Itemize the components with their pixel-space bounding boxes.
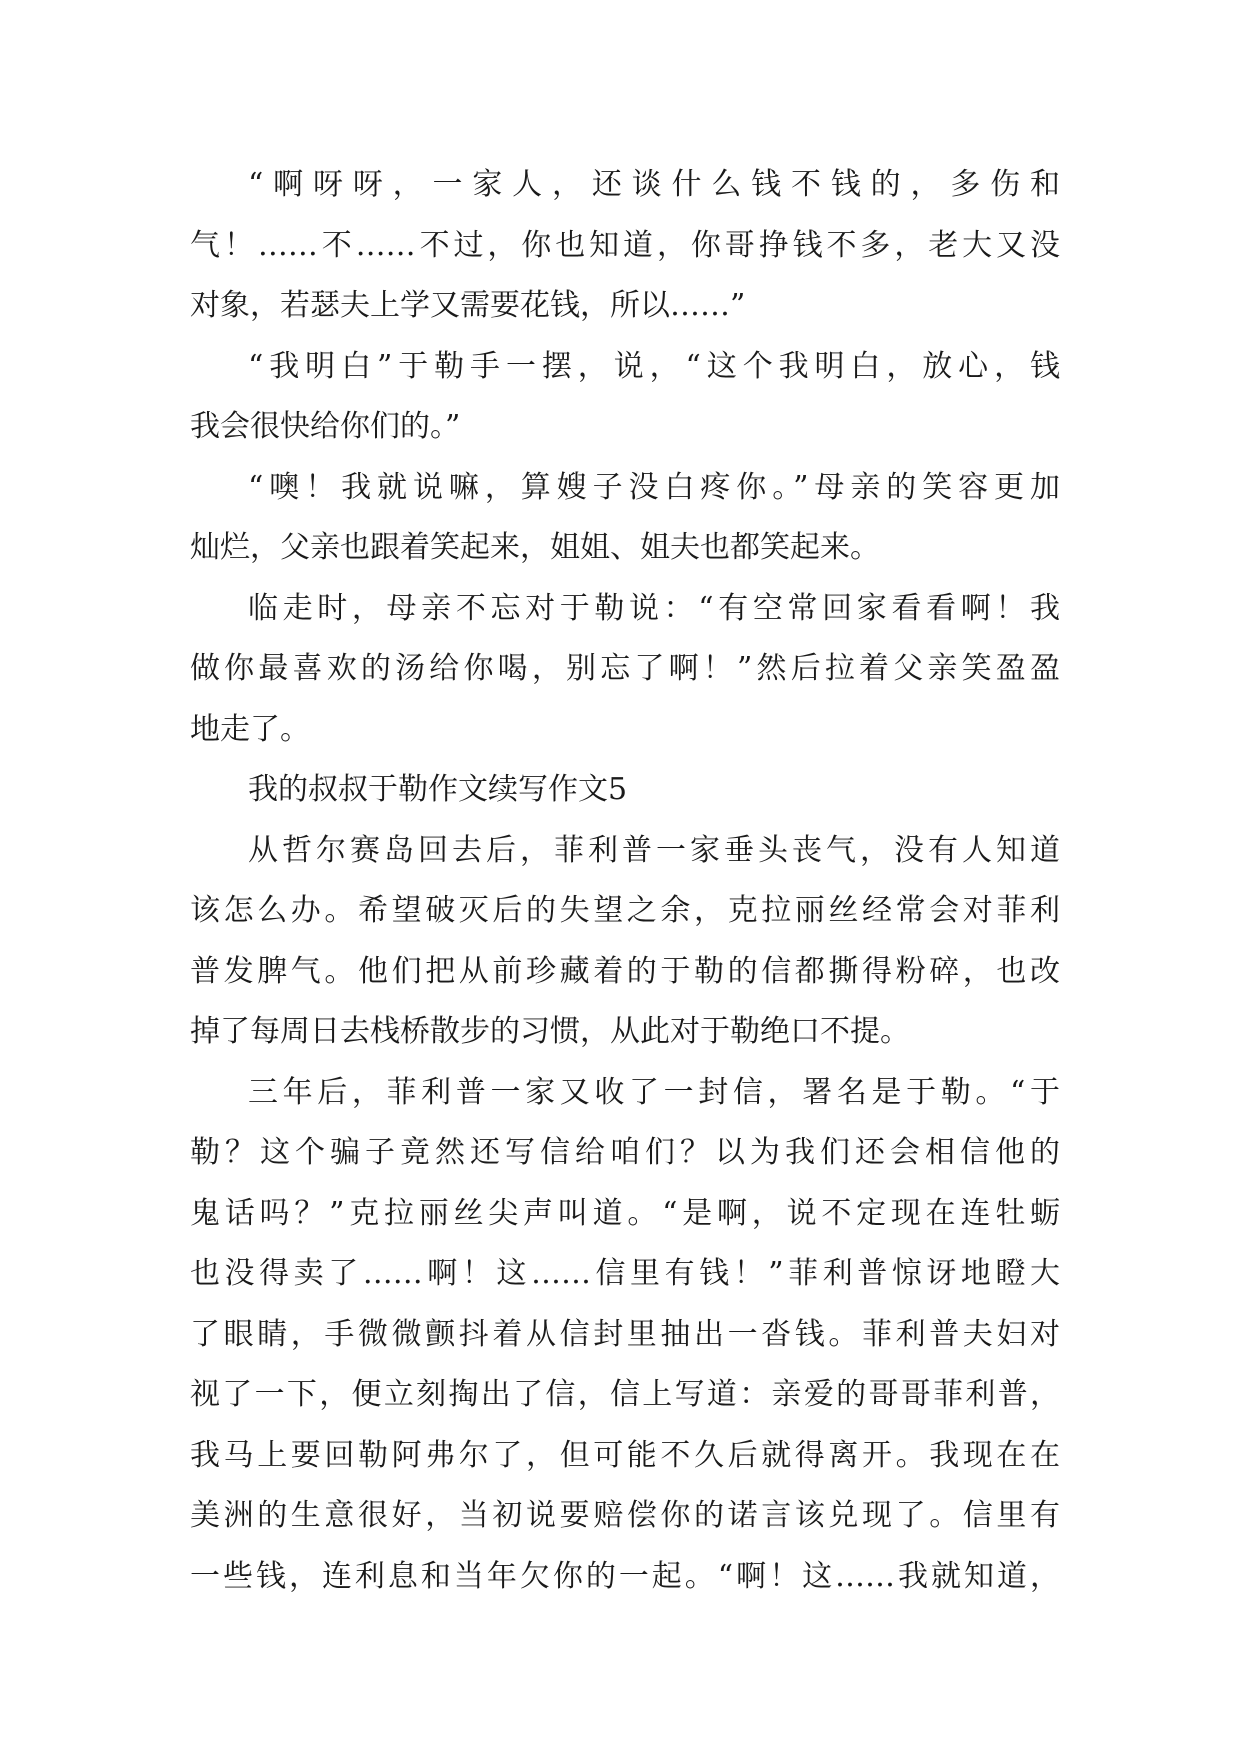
text-line: 了眼睛，手微微颤抖着从信封里抽出一沓钱。菲利普夫妇对: [190, 1316, 1060, 1352]
text-line: 勒？这个骗子竟然还写信给咱们？以为我们还会相信他的: [190, 1135, 1060, 1170]
text-line: 我会很快给你们的。”: [190, 409, 461, 444]
text-line: 一些钱，连利息和当年欠你的一起。“啊！这……我就知道，: [190, 1558, 1060, 1594]
text-line: 我马上要回勒阿弗尔了，但可能不久后就得离开。我现在在: [190, 1437, 1060, 1473]
text-line: 掉了每周日去栈桥散步的习惯，从此对于勒绝口不提。: [190, 1014, 910, 1049]
text-line: 普发脾气。他们把从前珍藏着的于勒的信都撕得粉碎，也改: [190, 953, 1060, 989]
text-line: 临走时，母亲不忘对于勒说：“有空常回家看看啊！我: [248, 590, 1060, 626]
text-line: 从哲尔赛岛回去后，菲利普一家垂头丧气，没有人知道: [248, 832, 1060, 868]
text-line: 做你最喜欢的汤给你喝，别忘了啊！”然后拉着父亲笑盈盈: [190, 651, 1060, 686]
text-line: 视了一下，便立刻掏出了信，信上写道：亲爱的哥哥菲利普，: [190, 1377, 1060, 1412]
text-line: 也没得卖了……啊！这……信里有钱！”菲利普惊讶地瞪大: [190, 1256, 1060, 1291]
text-line: 美洲的生意很好，当初说要赔偿你的诺言该兑现了。信里有: [190, 1498, 1060, 1533]
text-line: 地走了。: [190, 711, 310, 747]
text-line: 灿烂，父亲也跟着笑起来，姐姐、姐夫也都笑起来。: [190, 530, 880, 565]
text-line: “噢！我就说嘛，算嫂子没白疼你。”母亲的笑容更加: [248, 469, 1060, 505]
body-text: [190, 155, 1060, 1607]
text-line: 三年后，菲利普一家又收了一封信，署名是于勒。“于: [248, 1074, 1060, 1110]
text-line: 对象，若瑟夫上学又需要花钱，所以……”: [190, 288, 746, 323]
text-line: 气！……不……不过，你也知道，你哥挣钱不多，老大又没: [190, 227, 1060, 263]
text-line: 该怎么办。希望破灭后的失望之余，克拉丽丝经常会对菲利: [190, 893, 1060, 928]
text-line: “啊呀呀，一家人，还谈什么钱不钱的，多伤和: [248, 167, 1060, 202]
text-line: “我明白”于勒手一摆，说，“这个我明白，放心，钱: [248, 348, 1060, 384]
section-heading: 我的叔叔于勒作文续写作文5: [248, 772, 628, 807]
text-line: 鬼话吗？”克拉丽丝尖声叫道。“是啊，说不定现在连牡蛎: [190, 1195, 1060, 1231]
